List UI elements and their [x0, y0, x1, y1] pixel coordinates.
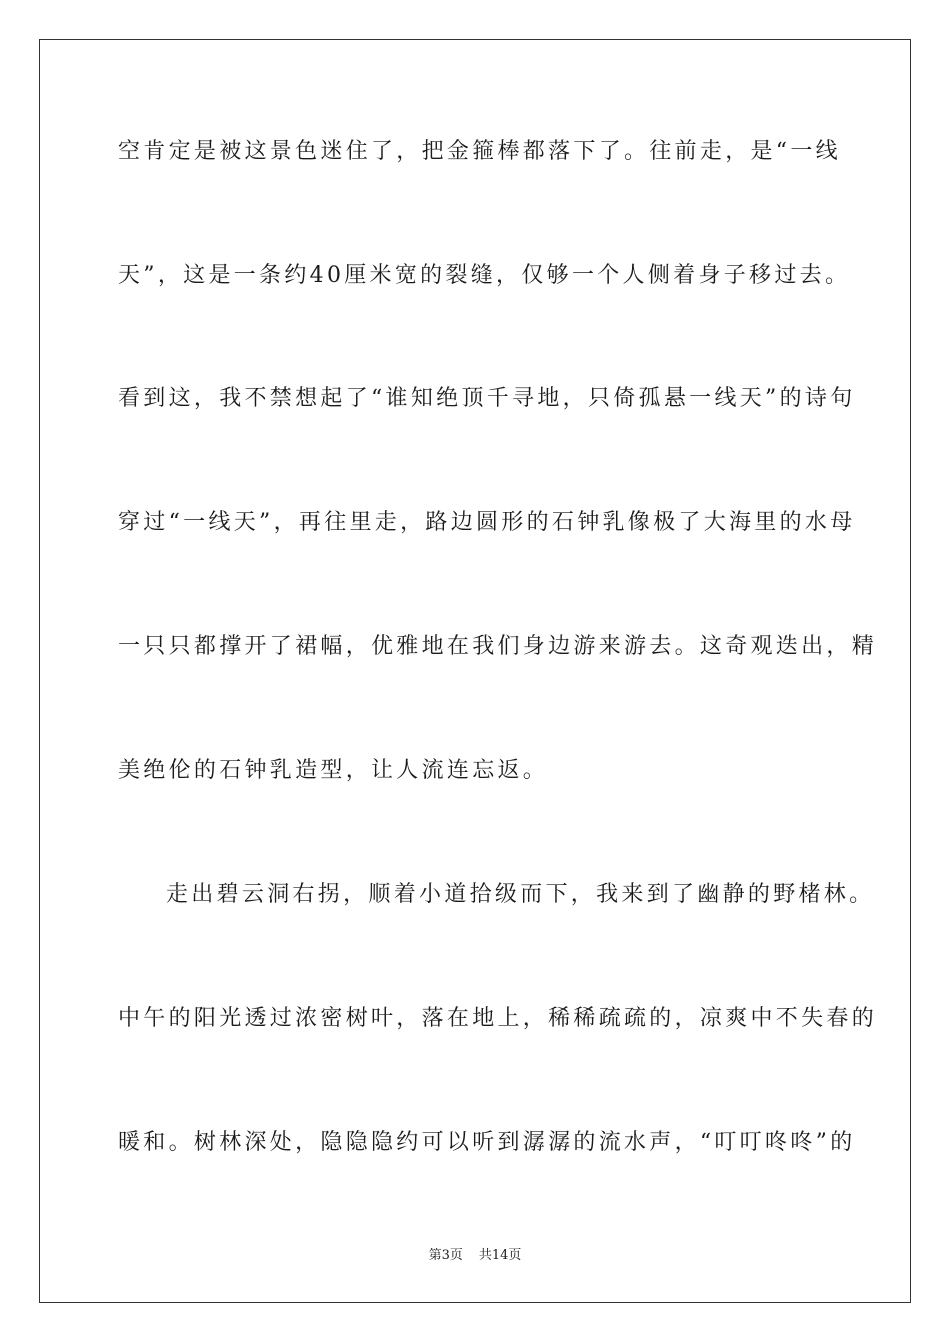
body-text-line: 看到这，我不禁想起了“谁知绝顶千寻地，只倚孤悬一线天”的诗句	[118, 386, 856, 411]
body-text-line: 空肯定是被这景色迷住了，把金箍棒都落下了。往前走，是“一线	[118, 139, 841, 164]
page-number: 第3页	[428, 1248, 463, 1263]
page-footer	[0, 1247, 950, 1265]
body-text-line: 美绝伦的石钟乳造型，让人流连忘返。	[118, 758, 549, 783]
paragraph-start-line: 走出碧云洞右拐，顺着小道拾级而下，我来到了幽静的野楮林。	[166, 882, 875, 907]
page-border	[39, 39, 911, 1303]
body-text-line: 暖和。树林深处，隐隐隐约可以听到潺潺的流水声，“叮叮咚咚”的	[118, 1130, 856, 1155]
body-text-line: 一只只都撑开了裙幅，优雅地在我们身边游来游去。这奇观迭出，精	[118, 634, 878, 659]
page-total: 共14页	[478, 1248, 522, 1263]
body-text-line: 天”，这是一条约40厘米宽的裂缝，仅够一个人侧着身子移过去。	[118, 263, 851, 288]
body-text-line: 穿过“一线天”，再往里走，路边圆形的石钟乳像极了大海里的水母	[118, 510, 856, 535]
body-text-line: 中午的阳光透过浓密树叶，落在地上，稀稀疏疏的，凉爽中不失春的	[118, 1006, 878, 1031]
